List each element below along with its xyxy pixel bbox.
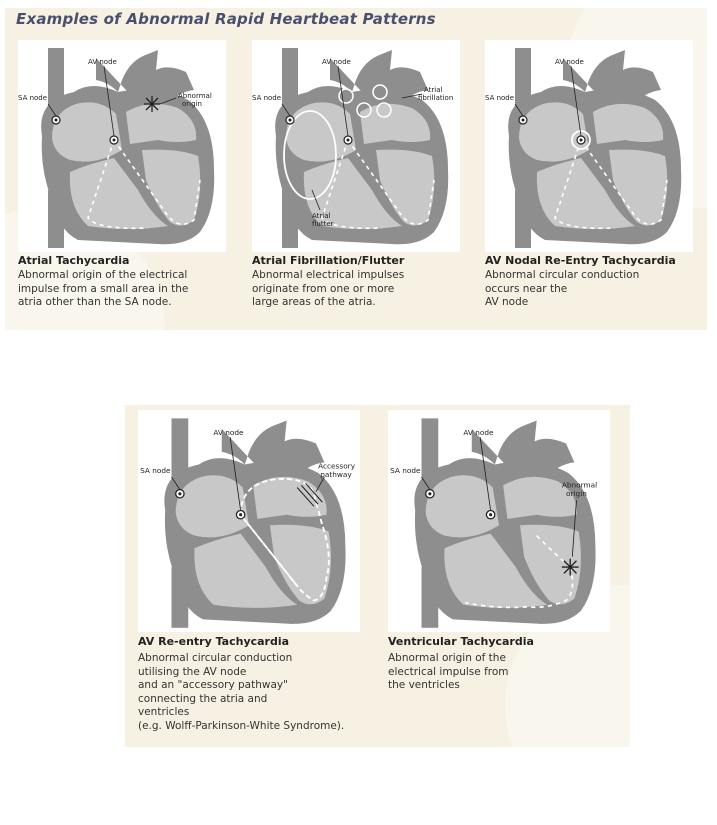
abnormal-origin-icon — [562, 559, 579, 576]
av-node-label: AV node — [213, 428, 244, 438]
flutter-label: flutter — [312, 220, 334, 228]
sa-node-label: SA node — [252, 94, 282, 102]
description-line: atria other than the SA node. — [18, 296, 172, 308]
description-line: Abnormal electrical impulses — [252, 269, 405, 281]
description-line: large areas of the atria. — [252, 296, 376, 308]
description-line: electrical impulse from — [388, 665, 509, 678]
description-line: the ventricles — [388, 679, 460, 691]
av-node-label: AV node — [555, 58, 584, 66]
description-line: (e.g. Wolff-Parkinson-White Syndrome). — [138, 719, 345, 732]
panel-description — [388, 652, 509, 693]
av-node-label: AV node — [322, 58, 351, 66]
panel-title: Ventricular Tachycardia — [388, 635, 534, 648]
pathway-label: pathway — [320, 470, 352, 480]
description-line: Abnormal circular conduction — [485, 269, 640, 281]
panel-description — [252, 269, 404, 310]
origin-label: origin — [182, 100, 202, 108]
description-line: connecting the atria and — [138, 692, 268, 705]
sa-node-label: SA node — [140, 465, 171, 475]
heart-diagram — [138, 410, 360, 632]
abnormal-origin-icon — [144, 96, 160, 112]
description-line: Abnormal origin of the electrical — [18, 269, 188, 281]
description-line: occurs near the — [485, 282, 568, 295]
atrial-label: Atrial — [312, 212, 331, 220]
accessory-label: Accessory — [318, 461, 356, 471]
description-line: impulse from a small area in the — [18, 282, 189, 295]
panel-description — [138, 652, 344, 733]
panel-title: Atrial Fibrillation/Flutter — [252, 254, 405, 267]
panel-title: AV Re-entry Tachycardia — [138, 635, 290, 648]
description-line: Abnormal origin of the — [388, 652, 506, 664]
description-line: and an "accessory pathway" — [138, 679, 288, 691]
panel-title: AV Nodal Re-Entry Tachycardia — [485, 254, 676, 267]
sa-node-label: SA node — [18, 94, 48, 102]
panel-title: Atrial Tachycardia — [18, 254, 130, 267]
abnormal-label: Abnormal — [561, 480, 598, 490]
atrial-label: Atrial — [424, 86, 443, 94]
av-node-label: AV node — [88, 58, 117, 66]
description-line: Abnormal circular conduction — [138, 652, 293, 664]
description-line: AV node — [485, 296, 529, 308]
page-title: Examples of Abnormal Rapid Heartbeat Patterns — [16, 10, 436, 28]
heart-diagram — [485, 40, 693, 252]
fibrillation-label: fibrillation — [418, 94, 454, 102]
description-line: originate from one or more — [252, 282, 395, 295]
panel-description — [485, 269, 639, 310]
sa-node-label: SA node — [485, 94, 515, 102]
sa-node-label: SA node — [390, 465, 421, 475]
origin-label: origin — [566, 488, 587, 498]
panel-description — [18, 269, 188, 310]
description-line: utilising the AV node — [138, 665, 247, 678]
heart-diagram — [18, 40, 226, 252]
heart-diagram — [252, 40, 460, 252]
av-node-label: AV node — [463, 428, 494, 438]
description-line: ventricles — [138, 706, 190, 718]
abnormal-label: Abnormal — [178, 92, 212, 100]
heart-diagram — [388, 410, 610, 632]
